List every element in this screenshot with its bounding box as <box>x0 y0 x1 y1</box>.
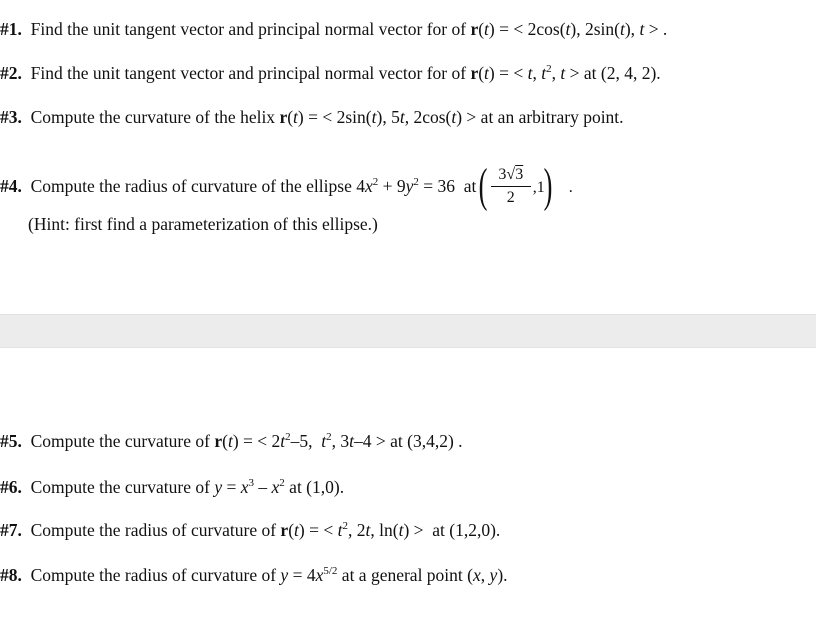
problem-number: #1. <box>0 19 22 39</box>
problem-number: #7. <box>0 520 22 540</box>
problem-1 <box>0 18 667 40</box>
fraction-bar <box>491 186 531 187</box>
problem-number: #5. <box>0 431 22 451</box>
problem-7 <box>0 519 500 541</box>
fraction-denominator: 2 <box>506 189 515 206</box>
problem-number: #8. <box>0 565 22 585</box>
problem-8 <box>0 564 508 586</box>
point-expression <box>478 159 575 212</box>
problem-number: #3. <box>0 107 22 127</box>
problem-5 <box>0 430 463 452</box>
fraction <box>491 165 531 208</box>
problem-3 <box>0 106 624 128</box>
problem-number: #6. <box>0 477 22 497</box>
fraction-numerator: 3√3 <box>498 166 524 183</box>
problem-number: #4. <box>0 176 22 197</box>
problem-4-hint: (Hint: first find a parameterization of this ellipse.) <box>28 214 378 234</box>
problem-number: #2. <box>0 63 22 83</box>
point-period: . <box>568 179 573 196</box>
problem-text: Compute the curvature of r(t) = < $2t^2-5$, $t^2$, 3t–4 > at (3,4,2) . <box>26 431 463 451</box>
left-paren: ( <box>478 159 488 212</box>
problem-text: Find the unit tangent vector and principal normal vector for of r(t) = < t, $t^2$, t > at (2, 4, 2). <box>26 63 661 83</box>
problem-4 <box>0 159 575 212</box>
problem-2 <box>0 62 661 84</box>
problem-text: Compute the radius of curvature of $y = 4x^{5/2}$ at a general point (x, y). <box>26 565 508 585</box>
point-y: ,1 <box>532 179 545 196</box>
problem-text: Compute the curvature of $y = x^3 - x^2$ at (1,0). <box>26 477 345 497</box>
problem-text: Compute the radius of curvature of r(t) = < $t^2$, 2t, ln(t) > at (1,2,0). <box>26 520 501 540</box>
problem-text: Compute the radius of curvature of the ellipse $4x^2 + 9y^2 = 36$ at <box>26 176 477 197</box>
problem-text: Find the unit tangent vector and principal normal vector for of r(t) = < 2cos(t), 2sin(t), t > . <box>26 19 668 39</box>
section-divider <box>0 314 816 348</box>
problem-6 <box>0 476 344 498</box>
right-paren: ) <box>543 159 553 212</box>
problem-text: Compute the curvature of the helix r(t) = < 2sin(t), 5t, 2cos(t) > at an arbitrary point. <box>26 107 624 127</box>
